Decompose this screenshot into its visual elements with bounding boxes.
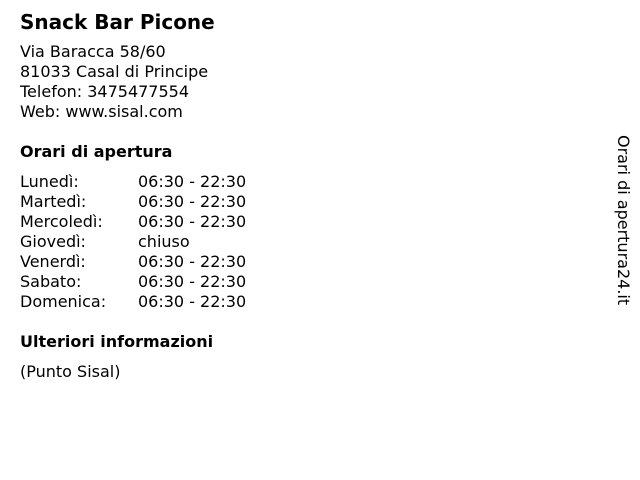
further-info-heading: Ulteriori informazioni xyxy=(20,332,214,351)
hours-day: Lunedì: xyxy=(20,172,79,191)
further-info-text: (Punto Sisal) xyxy=(20,362,121,381)
hours-row xyxy=(20,272,580,292)
address-city: 81033 Casal di Principe xyxy=(20,62,209,81)
hours-time: 06:30 - 22:30 xyxy=(138,292,247,311)
address-street: Via Baracca 58/60 xyxy=(20,42,166,61)
hours-row xyxy=(20,292,580,312)
hours-time: 06:30 - 22:30 xyxy=(138,272,247,291)
hours-row xyxy=(20,232,580,252)
site-watermark: Orari di apertura24.it xyxy=(614,135,633,306)
opening-hours-table xyxy=(20,172,580,312)
hours-row xyxy=(20,192,580,212)
hours-time: 06:30 - 22:30 xyxy=(138,252,247,271)
hours-day: Martedì: xyxy=(20,192,87,211)
website: Web: www.sisal.com xyxy=(20,102,183,121)
hours-day: Giovedì: xyxy=(20,232,86,251)
hours-time: 06:30 - 22:30 xyxy=(138,192,247,211)
hours-time: 06:30 - 22:30 xyxy=(138,172,247,191)
opening-hours-heading: Orari di apertura xyxy=(20,142,173,161)
business-name: Snack Bar Picone xyxy=(20,10,215,34)
hours-day: Mercoledì: xyxy=(20,212,103,231)
phone-number: Telefon: 3475477554 xyxy=(20,82,190,101)
business-card xyxy=(20,10,580,382)
hours-row xyxy=(20,172,580,192)
watermark-container xyxy=(611,135,635,310)
hours-day: Venerdì: xyxy=(20,252,86,271)
hours-row xyxy=(20,252,580,272)
hours-row xyxy=(20,212,580,232)
hours-time: chiuso xyxy=(138,232,190,251)
hours-day: Domenica: xyxy=(20,292,107,311)
hours-time: 06:30 - 22:30 xyxy=(138,212,247,231)
hours-day: Sabato: xyxy=(20,272,82,291)
